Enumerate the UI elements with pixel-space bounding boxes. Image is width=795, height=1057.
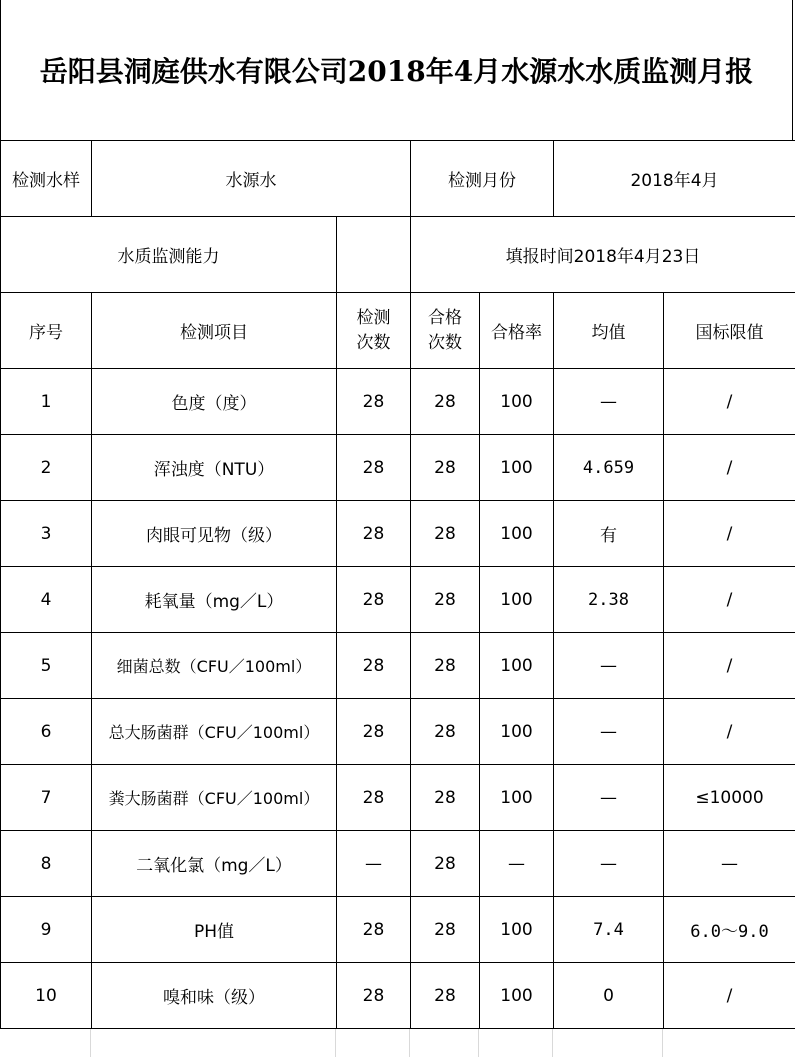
table-row xyxy=(1,897,795,963)
row-rate: 100 xyxy=(480,567,554,633)
row-item: 色度（度） xyxy=(92,369,337,435)
header-pass-line1: 合格 xyxy=(428,307,462,328)
gridline xyxy=(90,1029,91,1057)
month-label: 检测月份 xyxy=(411,141,554,217)
row-seq: 6 xyxy=(1,699,92,765)
row-limit: — xyxy=(664,831,795,897)
row-pass: 28 xyxy=(411,567,480,633)
row-item: 嗅和味（级） xyxy=(92,963,337,1029)
row-mean: — xyxy=(554,699,664,765)
row-mean: 0 xyxy=(554,963,664,1029)
row-tests: 28 xyxy=(337,699,411,765)
row-seq: 3 xyxy=(1,501,92,567)
row-limit: ≤10000 xyxy=(664,765,795,831)
row-item: 细菌总数（CFU／100ml） xyxy=(92,633,337,699)
gridline xyxy=(552,1029,553,1057)
header-pass xyxy=(411,293,480,369)
header-tests xyxy=(337,293,411,369)
header-pass-line2: 次数 xyxy=(428,332,462,353)
row-rate: 100 xyxy=(480,765,554,831)
row-mean: — xyxy=(554,633,664,699)
row-pass: 28 xyxy=(411,897,480,963)
header-mean: 均值 xyxy=(554,293,664,369)
capability-label: 水质监测能力 xyxy=(1,217,337,293)
row-mean: 2.38 xyxy=(554,567,664,633)
row-tests: 28 xyxy=(337,963,411,1029)
row-pass: 28 xyxy=(411,765,480,831)
row-mean: 有 xyxy=(554,501,664,567)
row-limit: / xyxy=(664,501,795,567)
row-mean: 4.659 xyxy=(554,435,664,501)
row-limit: / xyxy=(664,567,795,633)
row-item: 浑浊度（NTU） xyxy=(92,435,337,501)
table-row xyxy=(1,831,795,897)
table-row xyxy=(1,963,795,1029)
row-rate: 100 xyxy=(480,633,554,699)
row-rate: 100 xyxy=(480,501,554,567)
row-rate: — xyxy=(480,831,554,897)
row-item: 总大肠菌群（CFU／100ml） xyxy=(92,699,337,765)
row-item: 二氧化氯（mg／L） xyxy=(92,831,337,897)
row-seq: 2 xyxy=(1,435,92,501)
table-row xyxy=(1,567,795,633)
row-tests: 28 xyxy=(337,567,411,633)
table-row xyxy=(1,765,795,831)
row-pass: 28 xyxy=(411,435,480,501)
row-item: PH值 xyxy=(92,897,337,963)
row-limit: / xyxy=(664,435,795,501)
row-seq: 4 xyxy=(1,567,92,633)
header-seq: 序号 xyxy=(1,293,92,369)
sample-label: 检测水样 xyxy=(1,141,92,217)
title-row xyxy=(0,0,793,140)
row-tests: 28 xyxy=(337,765,411,831)
row-tests: 28 xyxy=(337,435,411,501)
row-limit: / xyxy=(664,699,795,765)
report-time: 填报时间2018年4月23日 xyxy=(411,217,795,293)
header-rate: 合格率 xyxy=(480,293,554,369)
header-row xyxy=(1,293,795,369)
header-item: 检测项目 xyxy=(92,293,337,369)
table-row xyxy=(1,633,795,699)
row-pass: 28 xyxy=(411,633,480,699)
row-tests: 28 xyxy=(337,897,411,963)
report-table xyxy=(0,140,795,1029)
row-seq: 8 xyxy=(1,831,92,897)
row-seq: 7 xyxy=(1,765,92,831)
row-rate: 100 xyxy=(480,963,554,1029)
row-item: 粪大肠菌群（CFU／100ml） xyxy=(92,765,337,831)
row-seq: 9 xyxy=(1,897,92,963)
row-mean: — xyxy=(554,765,664,831)
gridline xyxy=(478,1029,479,1057)
info-row xyxy=(1,141,795,217)
row-seq: 5 xyxy=(1,633,92,699)
row-mean: — xyxy=(554,369,664,435)
row-pass: 28 xyxy=(411,831,480,897)
row-tests: 28 xyxy=(337,633,411,699)
row-mean: 7.4 xyxy=(554,897,664,963)
gridline xyxy=(409,1029,410,1057)
row-limit: / xyxy=(664,369,795,435)
sample-value: 水源水 xyxy=(92,141,411,217)
row-pass: 28 xyxy=(411,369,480,435)
row-rate: 100 xyxy=(480,897,554,963)
row-tests: — xyxy=(337,831,411,897)
capability-value xyxy=(337,217,411,293)
row-limit: / xyxy=(664,963,795,1029)
gridline xyxy=(662,1029,663,1057)
table-row xyxy=(1,501,795,567)
header-tests-line1: 检测 xyxy=(356,307,391,328)
row-rate: 100 xyxy=(480,699,554,765)
row-pass: 28 xyxy=(411,501,480,567)
header-limit: 国标限值 xyxy=(664,293,795,369)
row-item: 肉眼可见物（级） xyxy=(92,501,337,567)
table-row xyxy=(1,699,795,765)
row-mean: — xyxy=(554,831,664,897)
row-rate: 100 xyxy=(480,435,554,501)
capability-row xyxy=(1,217,795,293)
row-limit: 6.0～9.0 xyxy=(664,897,795,963)
table-row xyxy=(1,369,795,435)
row-pass: 28 xyxy=(411,963,480,1029)
row-seq: 10 xyxy=(1,963,92,1029)
row-pass: 28 xyxy=(411,699,480,765)
row-item: 耗氧量（mg／L） xyxy=(92,567,337,633)
row-rate: 100 xyxy=(480,369,554,435)
row-limit: / xyxy=(664,633,795,699)
table-row xyxy=(1,435,795,501)
month-value: 2018年4月 xyxy=(554,141,795,217)
row-tests: 28 xyxy=(337,501,411,567)
report-title: 岳阳县洞庭供水有限公司2018年4月水源水水质监测月报 xyxy=(39,55,754,88)
header-tests-line2: 次数 xyxy=(356,332,391,353)
gridline xyxy=(335,1029,336,1057)
row-tests: 28 xyxy=(337,369,411,435)
row-seq: 1 xyxy=(1,369,92,435)
